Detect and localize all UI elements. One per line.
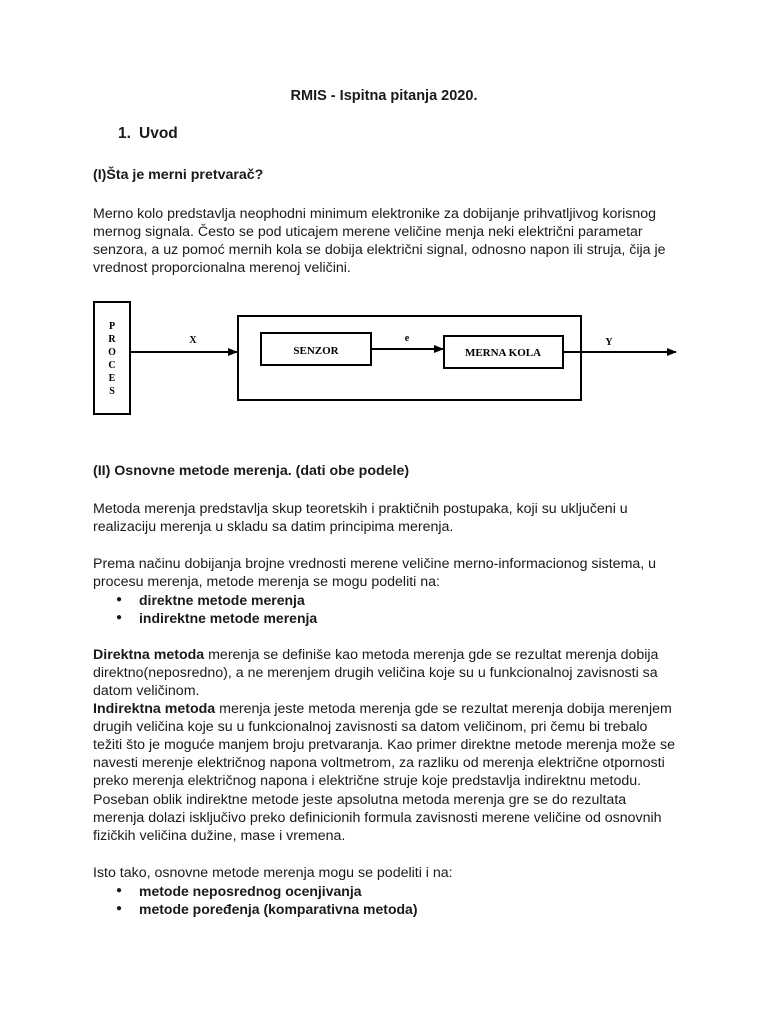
paragraph-line: Poseban oblik indirektne metode jeste apsolutna metoda merenja gre se do rezultata <box>93 792 627 808</box>
list-item-text: indirektne metode merenja <box>139 610 318 626</box>
paragraph-line: realizaciju merenja u skladu sa datim principima merenja. <box>93 519 454 535</box>
paragraph-line: Isto tako, osnovne metode merenja mogu se podeliti i na: <box>93 865 453 881</box>
section-number: 1. <box>118 125 131 142</box>
bullet-icon: ● <box>116 903 123 914</box>
paragraph-line: mernog signala. Često se pod uticajem merene veličine menja neki električni parametar <box>93 224 643 240</box>
process-letter: C <box>108 360 116 371</box>
input-label: X <box>189 335 197 346</box>
bullet-icon: ● <box>116 594 123 605</box>
paragraph-text: merenja jeste metoda merenja gde se rezultat merenja dobija merenjem <box>215 701 672 717</box>
bullet-icon: ● <box>116 612 123 623</box>
output-label: Y <box>605 337 613 348</box>
list-item-text: direktne metode merenja <box>139 592 305 608</box>
paragraph-line: težiti što je moguće manjem broju pretvaranja. Kao primer direktne metode merenja može se <box>93 737 675 753</box>
paragraph-line: direktno(neposredno), a ne merenjem drugih veličina koje su u funkcionalnoj zavisnosti sa <box>93 665 658 681</box>
circuit-label: MERNA KOLA <box>464 347 542 359</box>
process-letter: P <box>108 321 116 332</box>
process-letter: O <box>108 347 116 358</box>
paragraph-line: datom veličinom. <box>93 683 200 699</box>
paragraph-line: navesti merenje električnog napona voltmetrom, za razliku od merenja električne otpornosti <box>93 755 665 771</box>
process-block <box>94 302 130 414</box>
paragraph-line: Merno kolo predstavlja neophodni minimum elektronike za dobijanje prihvatljivog korisnog <box>93 206 657 222</box>
process-letter: E <box>108 373 116 384</box>
sensor-label: SENZOR <box>293 345 339 357</box>
term-indirect-method: Indirektna metoda <box>93 701 216 717</box>
paragraph-line <box>93 700 672 718</box>
paragraph-line: Prema načinu dobijanja brojne vrednosti merene veličine merno-informacionog sistema, u <box>93 556 657 572</box>
paragraph-line: procesu merenja, metode merenja se mogu podeliti na: <box>93 574 440 590</box>
question-heading-2: (II) Osnovne metode merenja. (dati obe podele) <box>93 463 410 479</box>
paragraph-line: senzora, a uz pomoć mernih kola se dobija električni signal, odnosno napon ili struja, čija je <box>93 242 666 258</box>
paragraph-line: fizičkih veličina dužine, mase i vremena. <box>93 828 346 844</box>
list-item-text: metode poređenja (komparativna metoda) <box>139 901 418 917</box>
term-direct-method: Direktna metoda <box>93 647 205 663</box>
bullet-icon: ● <box>116 885 123 896</box>
document-title: RMIS - Ispitna pitanja 2020. <box>290 88 478 104</box>
paragraph-text: merenja se definiše kao metoda merenja gde se rezultat merenja dobija <box>204 647 659 663</box>
signal-label: e <box>404 333 410 344</box>
paragraph-line: preko merenja električnog napona i električne struje koje predstavlja indirektnu metodu. <box>93 773 642 789</box>
paragraph-line: vrednost proporcionalna merenoj veličini. <box>93 260 351 276</box>
list-item-text: metode neposrednog ocenjivanja <box>139 883 362 899</box>
section-label: Uvod <box>139 125 178 142</box>
measurement-block-diagram <box>86 296 686 420</box>
process-letter: R <box>108 334 116 345</box>
paragraph-line: drugih veličina koje su u funkcionalnoj zavisnosti sa datom veličinom, pri čemu bi trebalo <box>93 719 648 735</box>
paragraph-line: Metoda merenja predstavlja skup teoretskih i praktičnih postupaka, koji su uključeni u <box>93 501 628 517</box>
paragraph-line: merenja dolazi isključivo preko definicionih formula zavisnosti merene veličine od osnovnih <box>93 810 662 826</box>
paragraph-line <box>93 646 658 664</box>
question-heading-1: (I)Šta je merni pretvarač? <box>93 167 264 183</box>
process-letter: S <box>109 386 115 397</box>
